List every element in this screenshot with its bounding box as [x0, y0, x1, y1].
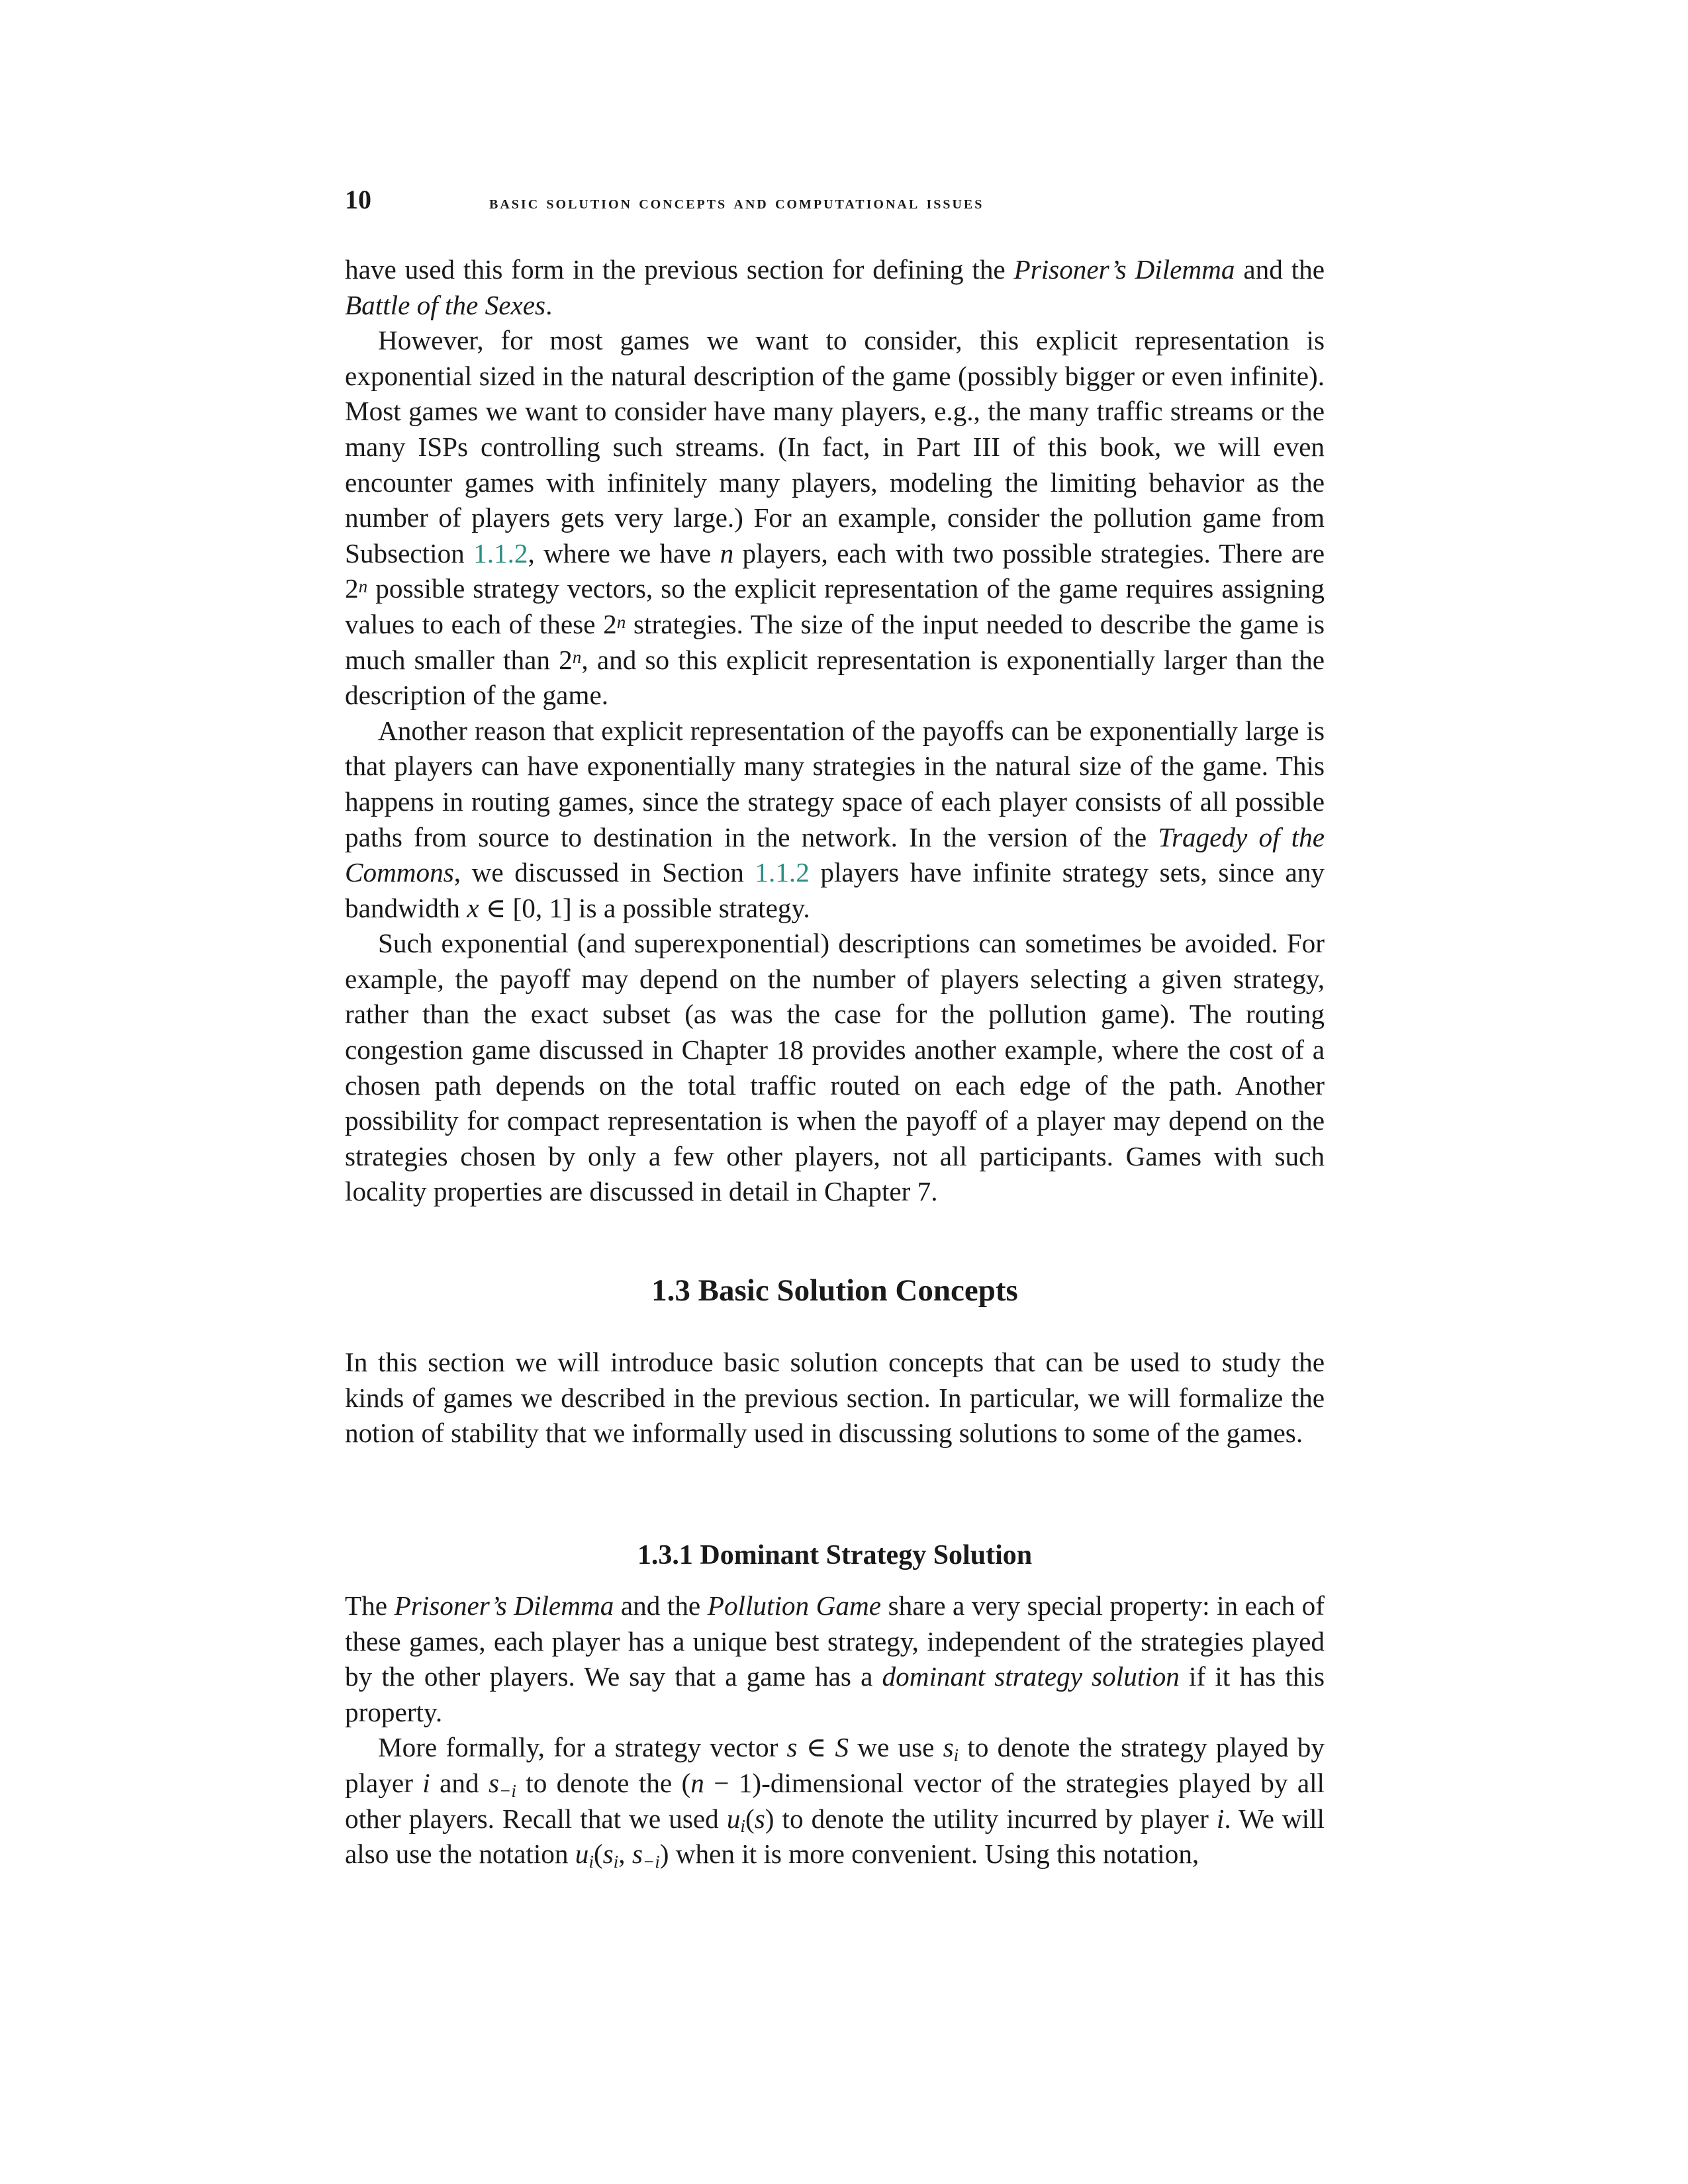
running-head-title: basic solution concepts and computational issues	[489, 192, 984, 213]
paragraph: Such exponential (and superexponential) descriptions can sometimes be avoided. For example, the payoff may depend on the number of players selecting a given strategy, rather than the exact subset (as was the case for the pollution game). The routing congestion game discussed in Chapter 18 provides another example, where the cost of a chosen path depends on the total traffic routed on each edge of the path. Another possibility for compact representation is when the payoff of a player may depend on the strategies chosen by only a few other players, not all participants. Games with such locality properties are discussed in detail in Chapter 7.	[345, 928, 1325, 1207]
paragraph: However, for most games we want to consider, this explicit representation is exponential sized in the natural description of the game (possibly bigger or even infinite). Most games we want to consider have many players, e.g., the many traffic streams or the many ISPs controlling such streams. (In fact, in Part III of this book, we will even encounter games with infinitely many players, modeling the limiting behavior as the number of players gets very large.) For an example, consider the pollution game from Subsection 1.1.2, where we have n players, each with two possible strategies. There are 2$^n$ possible strategy vectors, so the explicit representation of the game requires assigning values to each of these 2$^n$ strategies. The size of the input needed to describe the game is much smaller than 2$^n$, and so this explicit representation is exponentially larger than the description of the game.	[345, 325, 1325, 711]
paragraph: have used this form in the previous section for defining the Prisoner’s Dilemma and the Battle of the Sexes.	[345, 254, 1325, 320]
subsection-heading: 1.3.1 Dominant Strategy Solution	[637, 1540, 1033, 1570]
paragraph: Another reason that explicit representation of the payoffs can be exponentially large is that players can have exponentially many strategies in the natural size of the game. This happens in routing games, since the strategy space of each player consists of all possible paths from source to destination in the network. In the version of the Tragedy of the Commons, we discussed in Section 1.1.2 players have infinite strategy sets, since any bandwidth x ∈ [0, 1] is a possible strategy.	[345, 715, 1325, 923]
paragraph: More formally, for a strategy vector s ∈ S we use $s_i$ to denote the strategy played by player i and $s_{-i}$ to denote the (n − 1)-dimensional vector of the strategies played by all other players. Recall that we used $u_i(s)$ to denote the utility incurred by player i. We will also use the notation $u_i(s_i$, $s_{-i}$) when it is more convenient. Using this notation,	[345, 1732, 1325, 1872]
reference-link[interactable]: 1.1.2	[755, 857, 810, 888]
reference-link[interactable]: 1.1.2	[473, 537, 528, 569]
section-heading: 1.3 Basic Solution Concepts	[651, 1273, 1018, 1308]
body-block-1	[345, 252, 1325, 1210]
paragraph: In this section we will introduce basic solution concepts that can be used to study the kinds of games we described in the previous section. In particular, we will formalize the notion of stability that we informally used in discussing solutions to some of the games.	[345, 1347, 1325, 1449]
page-number: 10	[345, 185, 371, 214]
running-head	[345, 180, 1325, 220]
body-block-2	[345, 1345, 1325, 1451]
paragraph: The Prisoner’s Dilemma and the Pollution Game share a very special property: in each of these games, each player has a unique best strategy, independent of the strategies played by the other players. We say that a game has a dominant strategy solution if it has this property.	[345, 1590, 1325, 1727]
body-block-3	[345, 1588, 1325, 1872]
